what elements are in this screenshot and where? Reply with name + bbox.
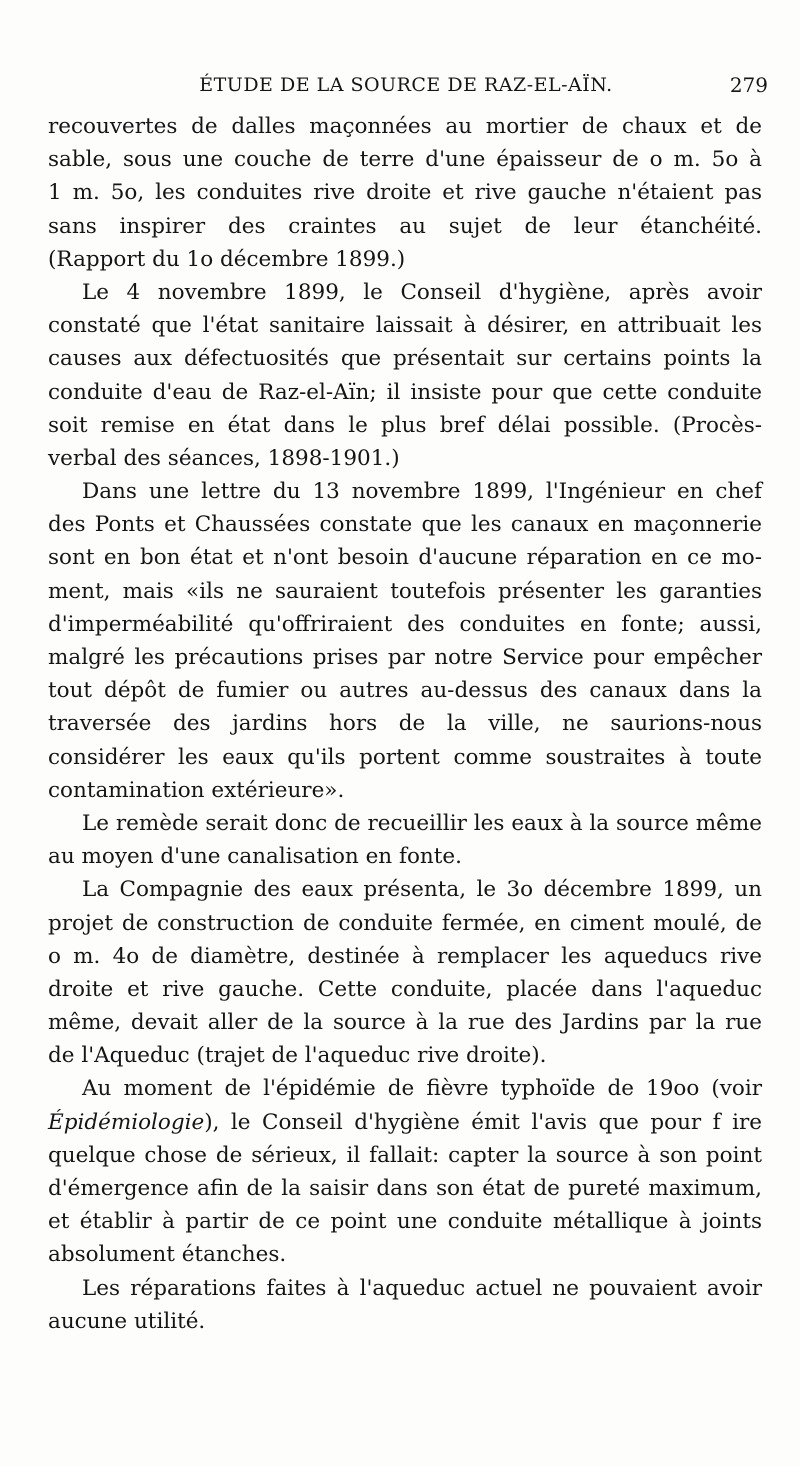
running-head — [44, 68, 768, 102]
text-line: des Ponts et Chaussées constate que les canaux en maçonnerie — [48, 512, 762, 538]
text-line: La Compagnie des eaux présenta, le 3o décembre 1899, un — [82, 877, 762, 903]
text-line: malgré les précautions prises par notre Service pour empêcher — [48, 645, 762, 670]
text-line-with-italic — [48, 1106, 762, 1139]
text-line: o m. 4o de diamètre, destinée à remplacer les aqueducs rive — [48, 943, 762, 969]
text-line: sans inspirer des craintes au sujet de leur étanchéité. — [48, 213, 762, 239]
page-number: 279 — [729, 73, 768, 97]
text-line: tout dépôt de fumier ou autres au-dessus des canaux dans la — [48, 678, 762, 704]
text-line: quelque chose de sérieux, il fallait: capter la source à son point — [48, 1142, 762, 1168]
text-line: Le remède serait donc de recueillir les eaux à la source même — [82, 810, 762, 836]
paragraph-2 — [48, 276, 762, 475]
running-title: ÉTUDE DE LA SOURCE DE RAZ-EL-AÏN. — [199, 74, 613, 96]
text-line: Dans une lettre du 13 novembre 1899, l'Ingénieur en chef — [82, 479, 762, 505]
text-line: Les réparations faites à l'aqueduc actuel ne pouvaient avoir — [82, 1275, 762, 1301]
text-line: soit remise en état dans le plus bref délai possible. (Procès- — [48, 412, 762, 438]
text-line: considérer les eaux qu'ils portent comme soustraites à toute — [48, 744, 762, 770]
text-line: au moyen d'une canalisation en fonte. — [48, 844, 462, 870]
text-line: absolument étanches. — [48, 1242, 287, 1268]
text-line: et établir à partir de ce point une conduite métallique à joints — [48, 1209, 762, 1235]
text-line: (Rapport du 1o décembre 1899.) — [48, 246, 406, 272]
text-line: ment, mais «ils ne sauraient toutefois présenter les garanties — [48, 578, 762, 604]
text-line: causes aux défectuosités que présentait sur certains points la — [48, 346, 762, 372]
paragraph-5 — [48, 873, 762, 1072]
paragraph-1 — [48, 110, 762, 276]
text-line: conduite d'eau de Raz-el-Aïn; il insiste pour que cette conduite — [48, 379, 762, 405]
text-line: droite et rive gauche. Cette conduite, placée dans l'aqueduc — [48, 976, 762, 1002]
paragraph-3 — [48, 475, 762, 807]
text-line: projet de construction de conduite fermée, en ciment moulé, de — [48, 910, 762, 936]
text-line: 1 m. 5o, les conduites rive droite et rive gauche n'étaient pas — [48, 180, 762, 206]
text-line: sont en bon état et n'ont besoin d'aucune réparation en ce mo- — [48, 545, 762, 571]
text-line: d'imperméabilité qu'offriraient des conduites en fonte; aussi, — [48, 611, 762, 637]
text-line: contamination extérieure». — [48, 777, 345, 803]
text-line: sable, sous une couche de terre d'une épaisseur de o m. 5o à — [48, 147, 762, 173]
paragraph-7 — [48, 1272, 762, 1338]
text-line: traversée des jardins hors de la ville, ne saurions-nous — [48, 711, 762, 737]
italic-reference: Épidémiologie — [48, 1109, 205, 1135]
text-line: verbal des séances, 1898-1901.) — [48, 445, 400, 471]
text-line: recouvertes de dalles maçonnées au mortier de chaux et de — [48, 114, 762, 139]
text-line: Au moment de l'épidémie de fièvre typhoïde de 19oo (voir — [82, 1076, 762, 1102]
text-line: aucune utilité. — [48, 1308, 206, 1334]
text-line: d'émergence afin de la saisir dans son état de pureté maximum, — [48, 1176, 762, 1201]
body-text — [48, 110, 762, 1338]
paragraph-6 — [48, 1072, 762, 1271]
text-line: Le 4 novembre 1899, le Conseil d'hygiène, après avoir — [82, 279, 762, 305]
text-fragment: ), le Conseil d'hygiène émit l'avis que pour f ire — [204, 1109, 762, 1135]
text-line: de l'Aqueduc (trajet de l'aqueduc rive droite). — [48, 1043, 547, 1069]
text-line: même, devait aller de la source à la rue des Jardins par la rue — [48, 1010, 762, 1036]
paragraph-4 — [48, 807, 762, 873]
text-line: constaté que l'état sanitaire laissait à désirer, en attribuait les — [48, 313, 762, 339]
